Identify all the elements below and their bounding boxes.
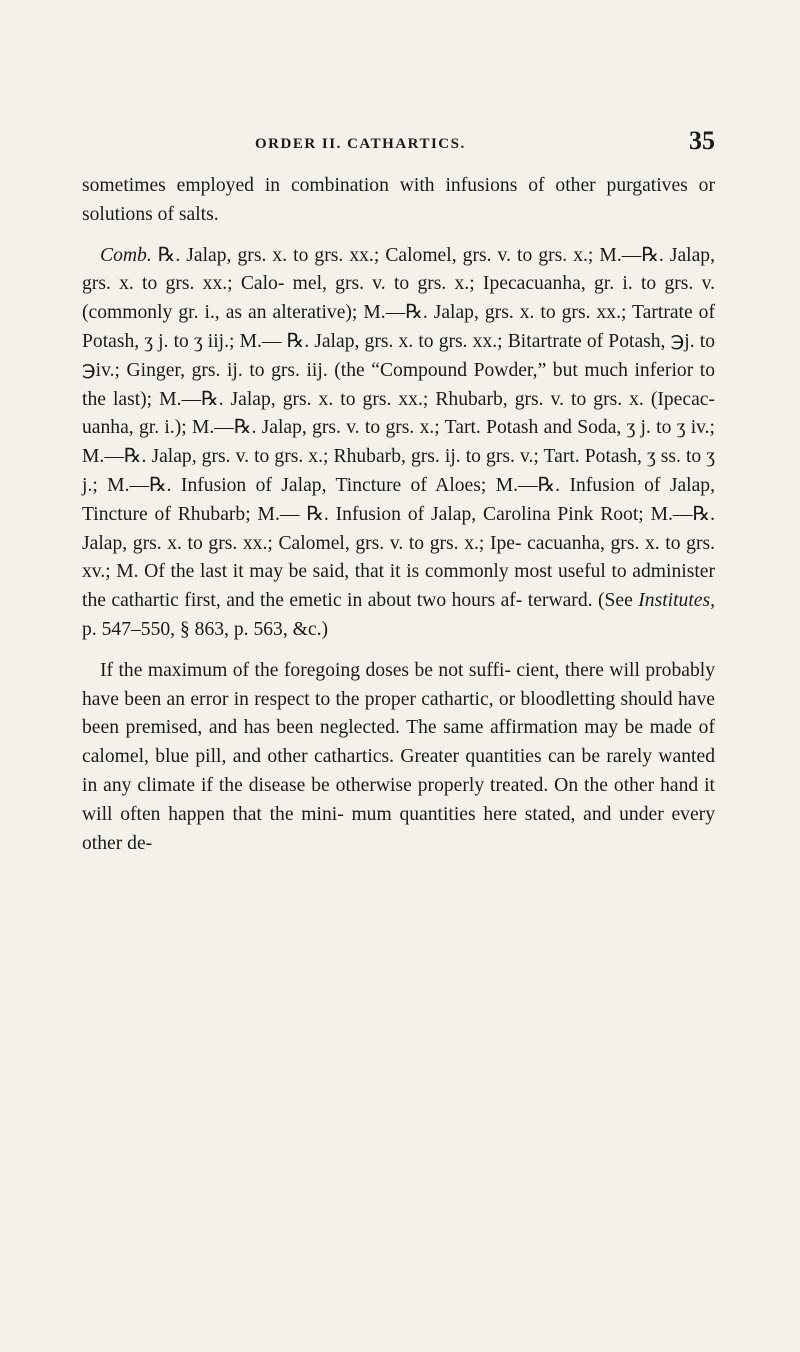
institutes-reference-rest: , p. 547–550, § 863, p. 563, &c.) — [82, 590, 715, 640]
page-number: 35 — [689, 126, 715, 155]
institutes-reference: Institutes — [638, 590, 711, 612]
comb-label: Comb. — [100, 244, 152, 266]
paragraph-continuation: sometimes employed in combination with infusions of other purgatives or solutions of salts. — [82, 175, 715, 225]
running-head — [255, 128, 715, 160]
paragraph-maximum-dose: If the maximum of the foregoing doses be not suffi- cient, there will probably have been an error in respect to the proper cathartic, or bloodletting should have been premised, and has been neglected. The same affirmation may be made of calomel, blue pill, and other cathartics. Greater quantities can be rarely wanted in any climate if the disease be otherwise properly treated. On the other hand it will often happen that the mini- mum quantities here stated, and under every other de- — [82, 659, 715, 854]
comb-text: ℞. Jalap, grs. x. to grs. xx.; Calomel, grs. v. to grs. x.; M.—℞. Jalap, grs. x. to grs. xx.; Calo- mel, grs. v. to grs. x.; Ipecacuanha, gr. i. to grs. v. (commonly gr. i., as an alterative); M.—℞. Jalap, grs. x. to grs. xx.; Tartrate of Potash, ʒ j. to ʒ iij.; M.— ℞. Jalap, grs. x. to grs. xx.; Bitartrate of Potash, ℈j. to ℈iv.; Ginger, grs. ij. to grs. iij. (the “Compound Powder,” but much inferior to the last); M.—℞. Jalap, grs. x. to grs. xx.; Rhubarb, grs. v. to grs. x. (Ipecac- uanha, gr. i.); M.—℞. Jalap, grs. v. to grs. x.; Tart. Potash and Soda, ʒ j. to ʒ iv.; M.—℞. Jalap, grs. v. to grs. x.; Rhubarb, grs. ij. to grs. v.; Tart. Potash, ʒ ss. to ʒ j.; M.—℞. Infusion of Jalap, Tincture of Aloes; M.—℞. Infusion of Jalap, Tincture of Rhubarb; M.— ℞. Infusion of Jalap, Carolina Pink Root; M.—℞. Jalap, grs. x. to grs. xx.; Calomel, grs. v. to grs. x.; Ipe- cacuanha, grs. x. to grs. xv.; M. Of the last it may be said, that it is commonly most useful to administer the cathartic first, and the emetic in about two hours af- terward. (See — [82, 244, 715, 612]
running-title: ORDER II. CATHARTICS. — [255, 136, 466, 152]
body-text — [82, 172, 715, 858]
paragraph-combinations — [82, 242, 715, 645]
